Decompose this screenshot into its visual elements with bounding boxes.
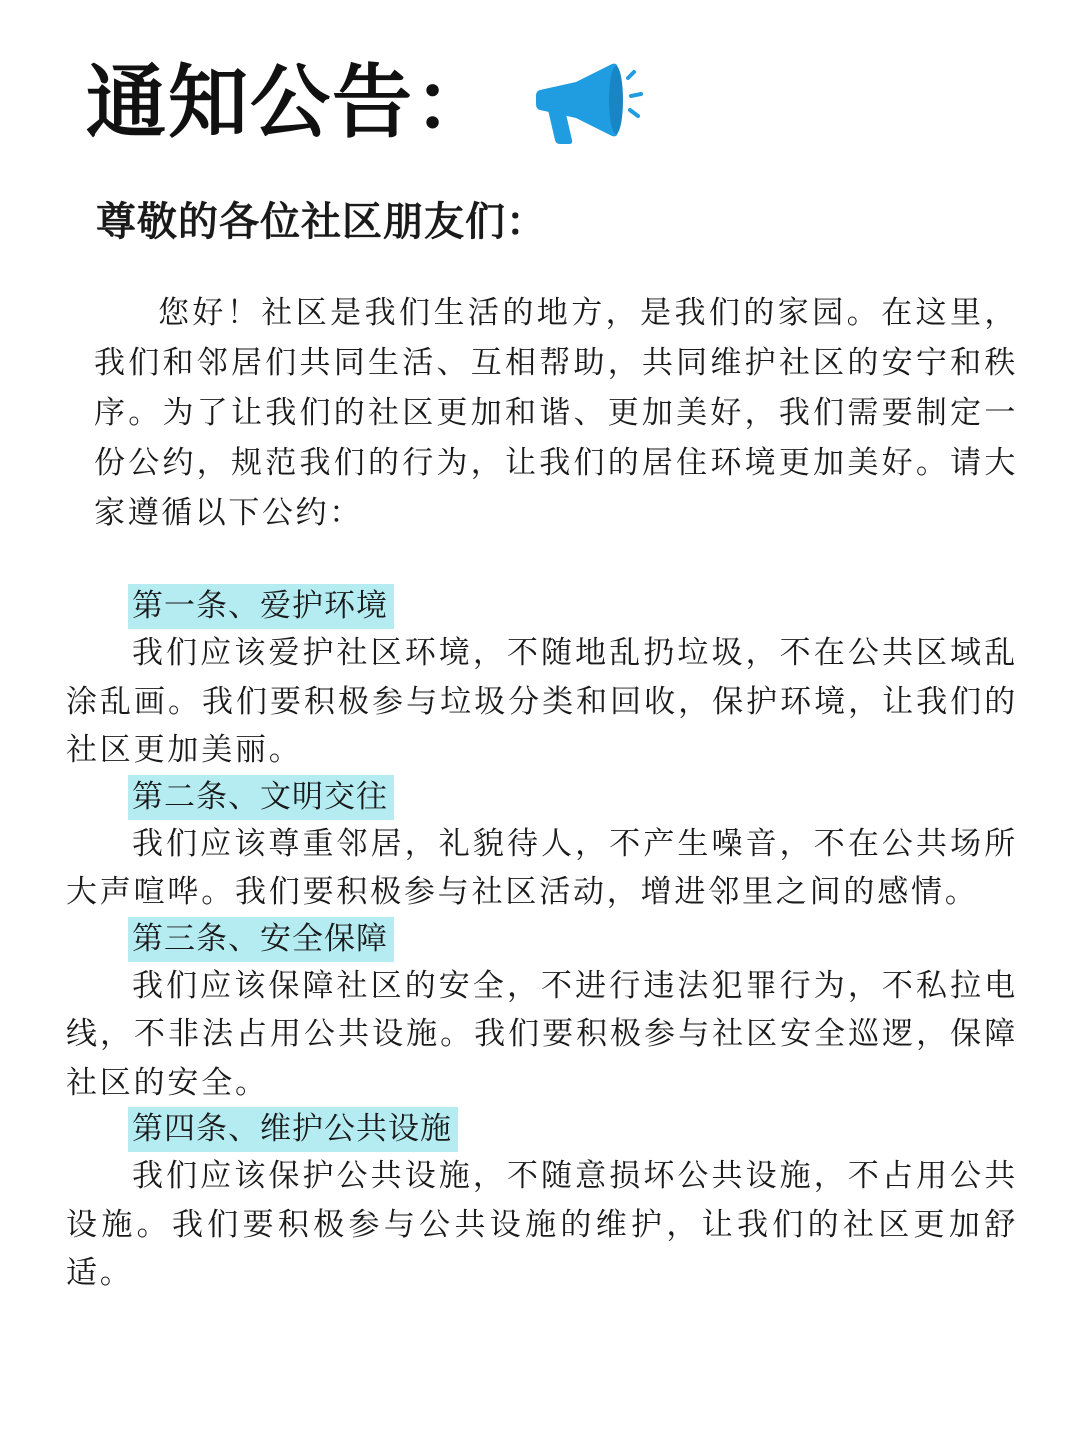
article-item	[66, 775, 1018, 917]
article-heading: 第四条、维护公共设施	[128, 1107, 458, 1152]
article-body: 我们应该尊重邻居，礼貌待人，不产生噪音，不在公共场所大声喧哗。我们要积极参与社区活动，增进邻里之间的感情。	[66, 825, 1018, 910]
article-body: 我们应该保障社区的安全，不进行违法犯罪行为，不私拉电线，不非法占用公共设施。我们要积极参与社区安全巡逻，保障社区的安全。	[66, 967, 1018, 1101]
page-title: 通知公告：	[86, 56, 496, 149]
megaphone-icon	[534, 60, 646, 146]
article-item	[66, 584, 1018, 775]
articles-list	[66, 584, 1018, 1298]
article-heading: 第一条、爱护环境	[128, 584, 394, 629]
intro-paragraph: 您好！社区是我们生活的地方，是我们的家园。在这里，我们和邻居们共同生活、互相帮助，共同维护社区的安宁和秩序。为了让我们的社区更加和谐、更加美好，我们需要制定一份公约，规范我们的行为，让我们的居住环境更加美好。请大家遵循以下公约：	[94, 295, 1018, 531]
article-heading: 第二条、文明交往	[128, 775, 394, 820]
article-body: 我们应该保护公共设施，不随意损坏公共设施，不占用公共设施。我们要积极参与公共设施的维护，让我们的社区更加舒适。	[66, 1158, 1018, 1291]
article-heading: 第三条、安全保障	[128, 917, 394, 962]
article-item	[66, 1107, 1018, 1298]
greeting-heading: 尊敬的各位社区朋友们：	[96, 199, 547, 245]
article-item	[66, 917, 1018, 1108]
title-row	[86, 48, 646, 158]
article-body: 我们应该爱护社区环境，不随地乱扔垃圾，不在公共区域乱涂乱画。我们要积极参与垃圾分类和回收，保护环境，让我们的社区更加美丽。	[66, 635, 1018, 768]
